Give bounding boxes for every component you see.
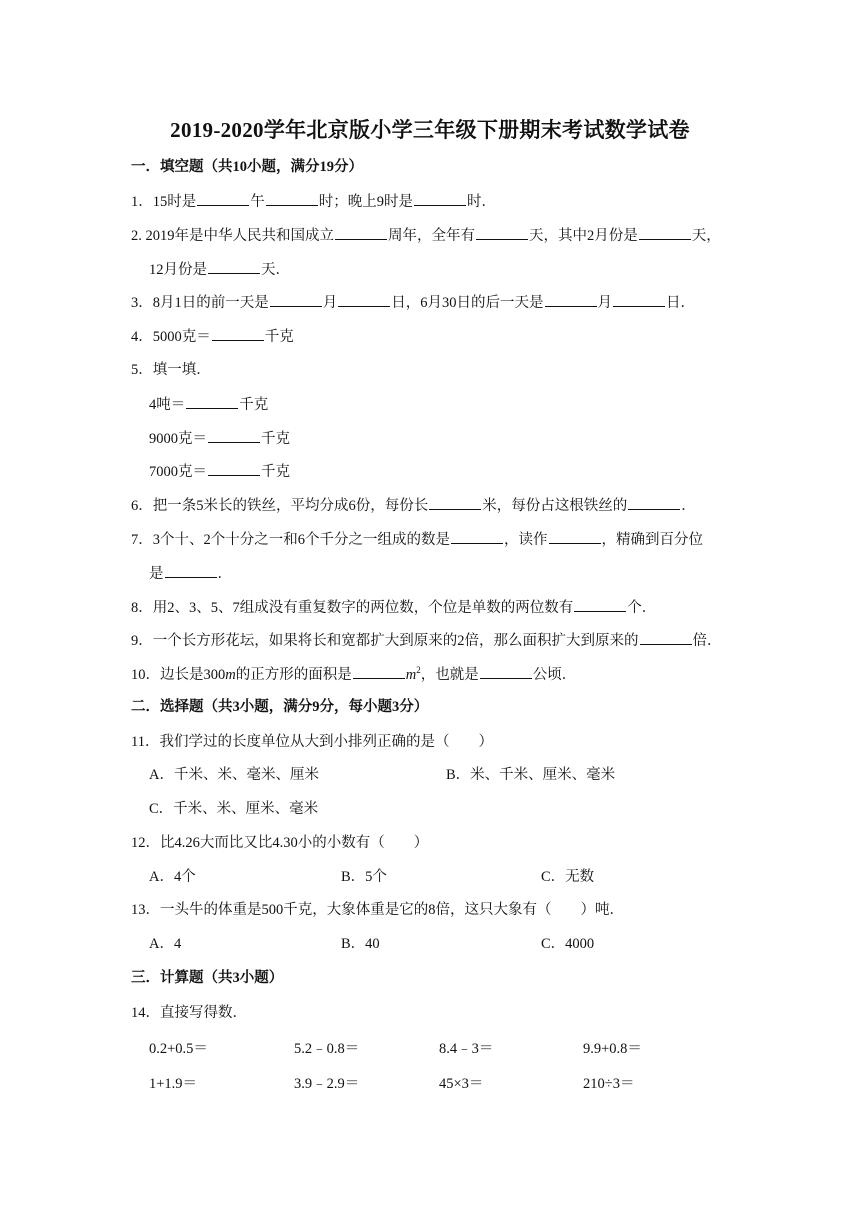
option-11-b[interactable]: B．米、千米、厘米、毫米 bbox=[446, 767, 616, 783]
answer-blank[interactable] bbox=[335, 226, 387, 240]
answer-blank[interactable] bbox=[266, 192, 318, 206]
answer-blank[interactable] bbox=[208, 462, 260, 476]
answer-blank[interactable] bbox=[338, 293, 390, 307]
section-fill-in: 一．填空题（共10小题，满分19分） bbox=[131, 159, 363, 175]
question-2: 2. 2019年是中华人民共和国成立 周年，全年有 天，其中2月份是 天， bbox=[131, 228, 721, 244]
question-7-cont: 是 ． bbox=[149, 566, 232, 582]
option-11-c[interactable]: C．千米、米、厘米、毫米 bbox=[149, 801, 319, 817]
answer-blank[interactable] bbox=[208, 260, 260, 274]
question-10: 10．边长是300m的正方形的面积是 $m^2$，也就是 公顷． bbox=[131, 665, 577, 683]
question-3: 3．8月1日的前一天是 月 日，6月30日的后一天是 月 日． bbox=[131, 295, 695, 311]
calc-item: 1+1.9＝ bbox=[149, 1076, 198, 1092]
question-5c: 7000克＝ 千克 bbox=[149, 464, 290, 480]
option-11-a[interactable]: A．千米、米、毫米、厘米 bbox=[149, 767, 319, 783]
question-2-cont: 12月份是 天． bbox=[149, 262, 290, 278]
answer-blank[interactable] bbox=[165, 564, 217, 578]
question-13: 13．一头牛的体重是500千克，大象体重是它的8倍，这只大象有（ ）吨． bbox=[131, 902, 624, 918]
answer-blank[interactable] bbox=[414, 192, 466, 206]
option-13-a[interactable]: A．4 bbox=[149, 936, 182, 952]
calc-item: 210÷3＝ bbox=[583, 1076, 635, 1092]
question-14: 14．直接写得数． bbox=[131, 1005, 247, 1021]
question-4: 4．5000克＝ 千克 bbox=[131, 329, 294, 345]
exam-title: 2019-2020学年北京版小学三年级下册期末考试数学试卷 bbox=[170, 118, 690, 142]
calc-item: 5.2﹣0.8＝ bbox=[294, 1041, 360, 1057]
question-5b: 9000克＝ 千克 bbox=[149, 431, 290, 447]
answer-blank[interactable] bbox=[628, 496, 680, 510]
answer-blank[interactable] bbox=[545, 293, 597, 307]
calc-item: 45×3＝ bbox=[439, 1076, 484, 1092]
option-12-b[interactable]: B．5个 bbox=[341, 869, 387, 885]
calc-item: 8.4﹣3＝ bbox=[439, 1041, 494, 1057]
question-7: 7．3个十、2个十分之一和6个千分之一组成的数是 ，读作 ，精确到百分位 bbox=[131, 532, 703, 548]
answer-blank[interactable] bbox=[270, 293, 322, 307]
question-6: 6．把一条5米长的铁丝，平均分成6份，每份长 米，每份占这根铁丝的 ． bbox=[131, 498, 696, 514]
calc-item: 3.9﹣2.9＝ bbox=[294, 1076, 360, 1092]
section-calculation: 三．计算题（共3小题） bbox=[131, 970, 284, 986]
question-5: 5．填一填． bbox=[131, 362, 211, 378]
answer-blank[interactable] bbox=[613, 293, 665, 307]
question-8: 8．用2、3、5、7组成没有重复数字的两位数，个位是单数的两位数有 个． bbox=[131, 600, 657, 616]
option-13-b[interactable]: B．40 bbox=[341, 936, 380, 952]
answer-blank[interactable] bbox=[574, 598, 626, 612]
answer-blank[interactable] bbox=[476, 226, 528, 240]
answer-blank[interactable] bbox=[480, 665, 532, 679]
answer-blank[interactable] bbox=[353, 665, 405, 679]
calc-item: 0.2+0.5＝ bbox=[149, 1041, 208, 1057]
answer-blank[interactable] bbox=[208, 429, 260, 443]
question-1: 1．15时是 午 时；晚上9时是 时． bbox=[131, 194, 496, 210]
answer-blank[interactable] bbox=[212, 327, 264, 341]
option-13-c[interactable]: C．4000 bbox=[541, 936, 595, 952]
question-11: 11．我们学过的长度单位从大到小排列正确的是（ ） bbox=[131, 734, 493, 750]
answer-blank[interactable] bbox=[451, 530, 503, 544]
answer-blank[interactable] bbox=[429, 496, 481, 510]
answer-blank[interactable] bbox=[640, 631, 692, 645]
answer-blank[interactable] bbox=[197, 192, 249, 206]
calc-item: 9.9+0.8＝ bbox=[583, 1041, 642, 1057]
option-12-c[interactable]: C．无数 bbox=[541, 869, 595, 885]
question-9: 9．一个长方形花坛，如果将长和宽都扩大到原来的2倍，那么面积扩大到原来的 倍． bbox=[131, 633, 722, 649]
section-multiple-choice: 二．选择题（共3小题，满分9分，每小题3分） bbox=[131, 699, 429, 715]
question-12: 12．比4.26大而比又比4.30小的小数有（ ） bbox=[131, 835, 429, 851]
answer-blank[interactable] bbox=[549, 530, 601, 544]
answer-blank[interactable] bbox=[639, 226, 691, 240]
question-5a: 4吨＝ 千克 bbox=[149, 397, 269, 413]
option-12-a[interactable]: A．4个 bbox=[149, 869, 196, 885]
answer-blank[interactable] bbox=[186, 395, 238, 409]
